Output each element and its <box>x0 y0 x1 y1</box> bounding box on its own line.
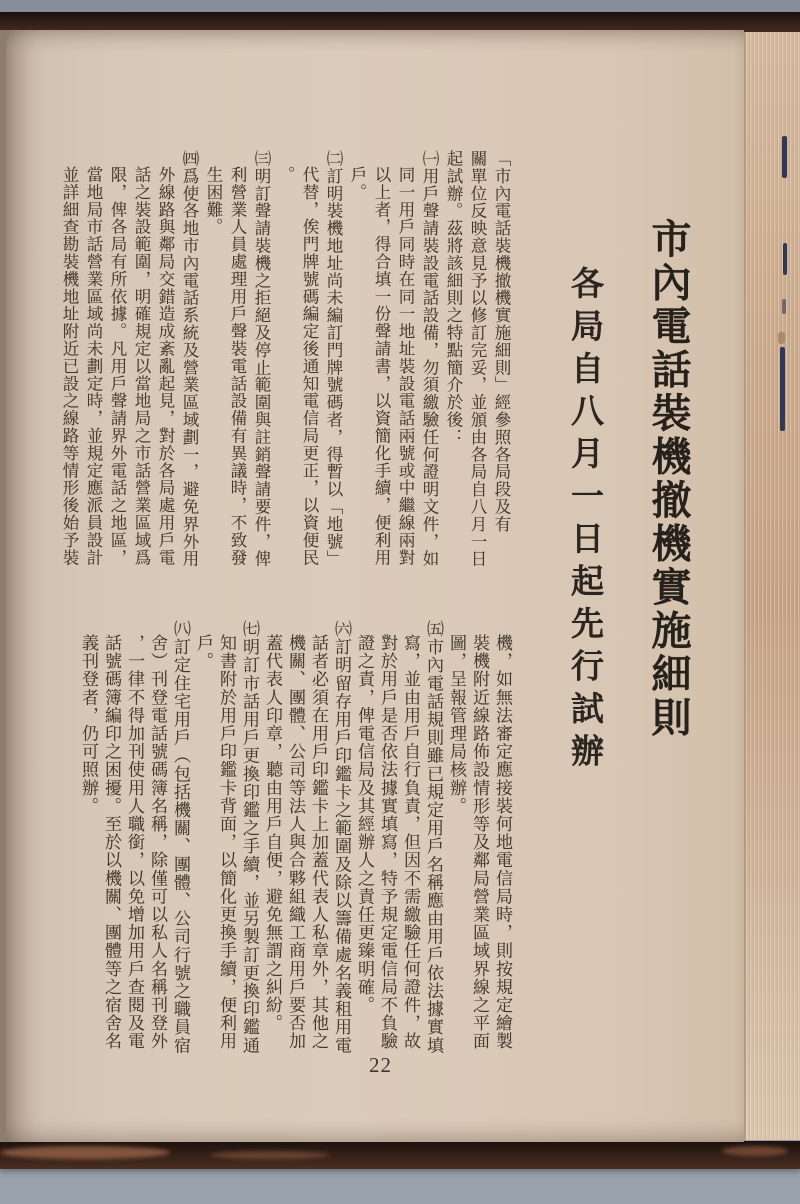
text-column: 同一用戶同時在同一地址裝設電話兩號或中繼線兩對 <box>396 166 415 567</box>
book-page <box>6 30 744 1142</box>
text-column: ㈧訂定住宅用戶（包括機關、團體、公司行號之職員宿 <box>171 620 190 1055</box>
text-column: 戶。 <box>348 166 367 201</box>
text-column: 圖，呈報管理局核辦。 <box>447 634 466 815</box>
text-column: 以上者，得合填一份聲請書，以資簡化手續，便利用 <box>372 166 391 567</box>
text-column: 義刊登者，仍可照辦。 <box>79 634 98 815</box>
text-column: 限，俾各局有所依據。凡用戶聲請界外電話之地區， <box>108 166 127 567</box>
page-title: 市內電話裝機撤機實施細則 <box>646 218 691 740</box>
page-edge-smudge <box>210 1151 330 1159</box>
text-column: ㈠用戶聲請裝設電話設備，勿須繳驗任何證明文件，如 <box>420 150 439 568</box>
text-column: ㈡訂明裝機地址尚未編訂門牌號碼者，得暫以「地號」 <box>324 150 343 568</box>
text-column: 戶。 <box>194 634 213 671</box>
text-column: 裝機附近線路佈設情形等及鄰局營業區域界線之平面 <box>470 634 489 1051</box>
text-column: 蓋代表人印章，聽由用戶自便，避免無謂之糾紛。 <box>263 634 282 1033</box>
text-column: 代替，俟門牌號碼編定後通知電信局更正，以資便民 <box>300 166 319 567</box>
text-column: 話者必須在用戶印鑑卡上加蓋代表人私章外，其他之 <box>309 634 328 1051</box>
text-column: ㈤市內電話規則雖已規定用戶名稱應由用戶依法據實填 <box>424 620 443 1055</box>
text-column: 舍）刊登電話號碼簿名稱，除僅可以私人名稱刊登外 <box>148 634 167 1051</box>
text-column: 並詳細查勘裝機地址附近已設之線路等情形後始予裝 <box>60 166 79 567</box>
fore-edge-ink-mark <box>782 299 786 314</box>
page-edge-smudge <box>722 1146 788 1156</box>
text-column: 機，如無法審定應接裝何地電信局時，則按規定繪製 <box>493 634 512 1051</box>
page-number: 22 <box>369 1053 392 1077</box>
text-column: 證之責，俾電信局及其經辦人之責任更臻明確。 <box>355 634 374 1015</box>
text-column: 利營業人員處理用戶聲裝電話設備有異議時，不致發 <box>228 166 247 567</box>
text-column: 當地局市話營業區域尚未劃定時，並規定應派員設計 <box>84 166 103 567</box>
fore-edge-brown-smudge <box>778 332 785 344</box>
text-column: ㈦明訂市話用戶更換印鑑之手續，並另製訂更換印鑑通 <box>240 620 259 1055</box>
body-text-upper-register <box>57 150 513 588</box>
text-column: ，一律不得加刊使用人職銜，以免增加用戶查閱及電 <box>125 634 144 1051</box>
text-column: ㈥訂明留存用戶印鑑卡之範圍及除以籌備處名義租用電 <box>332 620 351 1055</box>
text-column: 機關、團體、公司等法人與合夥組織工商用戶要否加 <box>286 634 305 1051</box>
text-column: 知書附於用戶印鑑卡背面，以簡化更換手續，便利用 <box>217 634 236 1051</box>
text-column: 外線路與鄰局交錯造成紊亂起見，對於各局處用戶電 <box>156 166 175 567</box>
text-column: 生困難。 <box>204 166 223 236</box>
text-column: 起試辦。茲將該細則之特點簡介於後： <box>444 150 463 446</box>
page-fore-edge-stack <box>744 32 800 1140</box>
text-column: 話之裝設範圍，明確規定以當地局之市話營業區域爲 <box>132 166 151 567</box>
text-column: 話號碼簿編印之困擾。至於以機關、團體等之宿舍名 <box>102 634 121 1051</box>
fore-edge-ink-mark <box>780 347 785 431</box>
text-column: 對於用戶是否依法據實填寫，特予規定電信局不負驗 <box>378 634 397 1051</box>
text-column: 寫，並由用戶自行負責，但因不需繳驗任何證件，故 <box>401 634 420 1051</box>
page-edge-smudge <box>0 1146 170 1159</box>
text-column: ㈣爲使各地市內電話系統及營業區域劃一，避免界外用 <box>180 150 199 568</box>
fore-edge-ink-mark <box>782 136 787 178</box>
page-subtitle: 各局自八月一日起先行試辦 <box>566 266 602 776</box>
text-column: 。 <box>276 166 295 184</box>
text-column: ㈢明訂聲請裝機之拒絕及停止範圍與註銷聲請要件，俾 <box>252 150 271 568</box>
text-column: 「市內電話裝機撤機實施細則」經參照各局段及有 <box>492 150 511 533</box>
text-column: 關單位反映意見予以修訂完妥，並頒由各局自八月一日 <box>468 150 487 568</box>
fore-edge-ink-mark <box>783 243 787 275</box>
body-text-lower-register <box>77 620 514 1068</box>
